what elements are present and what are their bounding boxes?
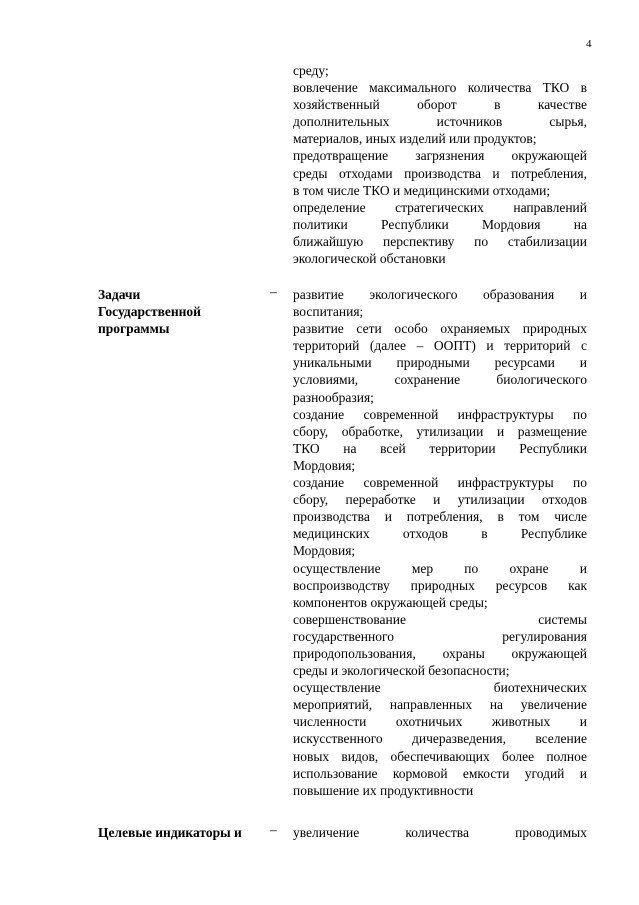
word: на bbox=[343, 440, 357, 456]
label-line: Государственной bbox=[98, 304, 201, 319]
word: и bbox=[496, 423, 505, 439]
word: и bbox=[579, 287, 587, 302]
word: использование bbox=[293, 765, 378, 781]
text-line bbox=[293, 233, 587, 250]
word: образования bbox=[483, 287, 555, 302]
word: Мордовия bbox=[482, 216, 541, 232]
text-line: компонентов окружающей среды; bbox=[293, 594, 488, 610]
indicators-label bbox=[98, 824, 278, 841]
word: кормовой bbox=[392, 765, 448, 781]
word: охране bbox=[509, 560, 549, 576]
word: по bbox=[464, 560, 479, 576]
word: инфраструктуры bbox=[457, 475, 554, 491]
word: охраняемых bbox=[440, 321, 511, 337]
text-line: разнообразия; bbox=[293, 389, 374, 405]
word: природными bbox=[396, 355, 470, 371]
word: отходов bbox=[541, 492, 587, 508]
word: том bbox=[518, 509, 540, 525]
word: и bbox=[433, 492, 441, 508]
word: дополнительных bbox=[293, 114, 390, 130]
word: загрязнения bbox=[415, 148, 485, 164]
word: особо bbox=[394, 321, 428, 337]
text-line bbox=[293, 748, 587, 765]
word: стратегических bbox=[395, 199, 484, 215]
word: и bbox=[579, 714, 587, 730]
word: полное bbox=[546, 748, 587, 764]
label-line: Задачи bbox=[98, 287, 141, 302]
word: государственного bbox=[293, 628, 394, 644]
word: новых bbox=[293, 748, 330, 764]
text-line bbox=[293, 560, 587, 577]
word: угодий bbox=[524, 765, 565, 781]
text-line bbox=[293, 577, 587, 594]
word: окружающей bbox=[511, 645, 587, 661]
text-line bbox=[293, 286, 587, 303]
text-line: Мордовия; bbox=[293, 543, 356, 559]
word: (далее bbox=[369, 338, 407, 354]
word: количества bbox=[405, 825, 469, 840]
word: медицинских bbox=[293, 526, 370, 542]
label-line: программы bbox=[98, 321, 170, 336]
word: производства bbox=[404, 165, 481, 181]
word: природопользования, bbox=[293, 645, 416, 661]
word: природных bbox=[522, 321, 587, 337]
word: численности bbox=[293, 714, 367, 730]
word: направленных bbox=[389, 697, 473, 713]
word: числе bbox=[554, 509, 587, 525]
word: создание bbox=[293, 406, 345, 422]
text-line bbox=[293, 491, 587, 508]
word: современной bbox=[363, 406, 439, 422]
word: как bbox=[568, 577, 587, 593]
word: дичеразведения, bbox=[412, 731, 506, 747]
word: видов, bbox=[341, 748, 379, 764]
text-line bbox=[293, 79, 587, 96]
word: ресурсами bbox=[494, 355, 555, 371]
text-line bbox=[293, 423, 587, 440]
word: уникальными bbox=[293, 355, 372, 371]
word: Республики bbox=[380, 216, 449, 232]
word: по bbox=[573, 406, 587, 422]
word: производства bbox=[293, 509, 370, 525]
word: в bbox=[481, 526, 488, 542]
word: и bbox=[579, 355, 587, 371]
text-line bbox=[293, 337, 587, 354]
text-line bbox=[293, 713, 587, 730]
text-line bbox=[293, 199, 587, 216]
word: переработке bbox=[345, 492, 416, 508]
text-line bbox=[293, 113, 587, 130]
goals-text bbox=[293, 62, 587, 267]
word: по bbox=[573, 475, 587, 491]
word: территорий bbox=[293, 338, 360, 354]
word: охраны bbox=[442, 645, 485, 661]
indicators-dash: – bbox=[270, 822, 277, 837]
word: хозяйственный bbox=[293, 97, 380, 113]
text-line: в том числе ТКО и медицинскими отходами; bbox=[293, 182, 551, 198]
word: современной bbox=[363, 475, 439, 491]
word: животных bbox=[491, 714, 551, 730]
text-line bbox=[293, 354, 587, 371]
word: окружающей bbox=[511, 148, 587, 164]
indicators-text bbox=[293, 824, 587, 841]
text-line bbox=[293, 508, 587, 525]
word: Республике bbox=[520, 526, 587, 542]
text-line bbox=[293, 628, 587, 645]
text-line bbox=[293, 765, 587, 782]
word: сбору, bbox=[293, 492, 329, 508]
word: отходами bbox=[338, 165, 393, 181]
word: с bbox=[580, 338, 587, 354]
text-line: материалов, иных изделий или продуктов; bbox=[293, 131, 537, 147]
word: и bbox=[486, 338, 494, 354]
word: осуществление bbox=[293, 680, 381, 696]
word: на bbox=[573, 216, 587, 232]
word: утилизации bbox=[416, 423, 484, 439]
text-line: среду; bbox=[293, 63, 329, 78]
word: ТКО bbox=[542, 80, 570, 96]
word: территорий bbox=[504, 338, 571, 354]
word: инфраструктуры bbox=[457, 406, 554, 422]
text-line bbox=[293, 696, 587, 713]
word: сети bbox=[356, 321, 382, 337]
word: создание bbox=[293, 475, 345, 491]
text-line bbox=[293, 406, 587, 423]
word: среды bbox=[293, 165, 328, 181]
word: размещение bbox=[517, 423, 587, 439]
word: направлений bbox=[513, 199, 587, 215]
word: ресурсов bbox=[495, 577, 548, 593]
word: ООПТ) bbox=[433, 338, 476, 354]
text-line bbox=[293, 474, 587, 491]
word: регулирования bbox=[502, 628, 587, 644]
text-line bbox=[293, 645, 587, 662]
word: предотвращение bbox=[293, 148, 389, 164]
word: условиями, bbox=[293, 372, 359, 388]
tasks-dash: – bbox=[270, 284, 277, 299]
word: биотехнических bbox=[493, 680, 587, 696]
word: определение bbox=[293, 199, 366, 215]
word: потребления, bbox=[406, 509, 483, 525]
word: стабилизации bbox=[507, 233, 587, 249]
word: развитие bbox=[293, 321, 344, 337]
word: и bbox=[579, 765, 587, 781]
text-line bbox=[293, 96, 587, 113]
text-line bbox=[293, 824, 587, 841]
word: Республики bbox=[519, 440, 587, 456]
text-line: повышение их продуктивности bbox=[293, 782, 474, 798]
word: биологического bbox=[496, 372, 587, 388]
word: осуществление bbox=[293, 560, 381, 576]
word: обеспечивающих bbox=[390, 748, 490, 764]
text-line: воспитания; bbox=[293, 304, 364, 320]
word: источников bbox=[436, 114, 503, 130]
word: сохранение bbox=[394, 372, 461, 388]
word: качестве bbox=[537, 97, 587, 113]
word: и bbox=[579, 560, 587, 576]
page-number: 4 bbox=[586, 38, 592, 50]
word: более bbox=[501, 748, 535, 764]
text-line bbox=[293, 216, 587, 233]
word: территории bbox=[429, 440, 496, 456]
text-line bbox=[293, 525, 587, 542]
tasks-text bbox=[293, 286, 587, 799]
word: отходов bbox=[402, 526, 448, 542]
word: природных bbox=[410, 577, 475, 593]
word: и bbox=[384, 509, 392, 525]
text-line bbox=[293, 165, 587, 182]
word: совершенствование bbox=[293, 611, 406, 627]
word: емкости bbox=[462, 765, 510, 781]
word: вселение bbox=[535, 731, 587, 747]
word: охотничьих bbox=[395, 714, 463, 730]
text-line: экологической обстановки bbox=[293, 251, 446, 267]
tasks-label bbox=[98, 286, 248, 337]
word: по bbox=[474, 233, 489, 249]
word: увеличение bbox=[293, 825, 360, 840]
text-line bbox=[293, 730, 587, 747]
word: утилизации bbox=[457, 492, 525, 508]
word: экологического bbox=[369, 287, 458, 302]
word: проводимых bbox=[515, 825, 587, 840]
word: количества bbox=[467, 80, 532, 96]
word: увеличение bbox=[520, 697, 587, 713]
word: всей bbox=[380, 440, 406, 456]
label-line: Целевые индикаторы и bbox=[98, 825, 242, 840]
word: развитие bbox=[293, 287, 344, 302]
word: искусственного bbox=[293, 731, 383, 747]
word: вовлечение bbox=[293, 80, 358, 96]
text-line: среды и экологической безопасности; bbox=[293, 663, 510, 679]
word: сбору, bbox=[293, 423, 329, 439]
word: ближайшую bbox=[293, 233, 364, 249]
word: перспективу bbox=[383, 233, 455, 249]
word: в bbox=[497, 509, 504, 525]
text-line bbox=[293, 440, 587, 457]
word: мер bbox=[411, 560, 434, 576]
text-line bbox=[293, 679, 587, 696]
word: политики bbox=[293, 216, 348, 232]
word: и bbox=[492, 165, 500, 181]
word: системы bbox=[538, 611, 587, 627]
word: воспроизводству bbox=[293, 577, 390, 593]
text-line: Мордовия; bbox=[293, 457, 356, 473]
word: в bbox=[580, 80, 587, 96]
word: – bbox=[416, 338, 424, 354]
word: мероприятий, bbox=[293, 697, 373, 713]
text-line bbox=[293, 320, 587, 337]
text-line bbox=[293, 147, 587, 164]
word: максимального bbox=[369, 80, 457, 96]
text-line bbox=[293, 611, 587, 628]
text-line bbox=[293, 371, 587, 388]
word: обработке, bbox=[341, 423, 403, 439]
word: ТКО bbox=[293, 440, 320, 456]
word: на bbox=[489, 697, 504, 713]
word: оборот bbox=[417, 97, 457, 113]
word: сырья, bbox=[549, 114, 587, 130]
word: в bbox=[494, 97, 501, 113]
word: потребления, bbox=[511, 165, 587, 181]
